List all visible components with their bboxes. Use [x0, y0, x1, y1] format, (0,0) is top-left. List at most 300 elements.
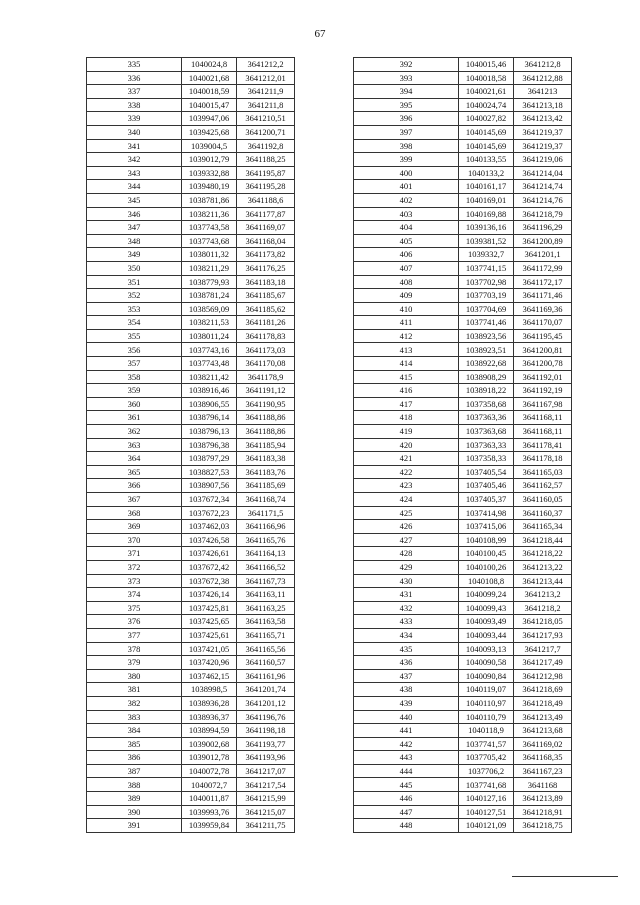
point-number-cell: 398 [354, 139, 459, 153]
y-coordinate-cell: 3641218,79 [514, 207, 572, 221]
point-number-cell: 417 [354, 397, 459, 411]
y-coordinate-cell: 3641217,7 [514, 642, 572, 656]
x-coordinate-cell: 1037426,58 [182, 533, 237, 547]
x-coordinate-cell: 1039332,7 [459, 248, 514, 262]
table-row [354, 737, 572, 751]
x-coordinate-cell: 1037672,42 [182, 560, 237, 574]
x-coordinate-cell: 1040133,55 [459, 153, 514, 167]
x-coordinate-cell: 1038211,53 [182, 316, 237, 330]
table-row [354, 805, 572, 819]
point-number-cell: 375 [87, 601, 182, 615]
x-coordinate-cell: 1040145,69 [459, 139, 514, 153]
y-coordinate-cell: 3641190,95 [237, 397, 295, 411]
point-number-cell: 363 [87, 438, 182, 452]
point-number-cell: 356 [87, 343, 182, 357]
y-coordinate-cell: 3641185,62 [237, 302, 295, 316]
point-number-cell: 424 [354, 493, 459, 507]
y-coordinate-cell: 3641213,2 [514, 588, 572, 602]
table-row [87, 180, 295, 194]
point-number-cell: 415 [354, 370, 459, 384]
table-row [87, 234, 295, 248]
table-row [354, 411, 572, 425]
x-coordinate-cell: 1040093,13 [459, 642, 514, 656]
x-coordinate-cell: 1037363,33 [459, 438, 514, 452]
x-coordinate-cell: 1040015,46 [459, 58, 514, 72]
point-number-cell: 396 [354, 112, 459, 126]
y-coordinate-cell: 3641166,52 [237, 560, 295, 574]
point-number-cell: 409 [354, 289, 459, 303]
x-coordinate-cell: 1040072,7 [182, 778, 237, 792]
table-row [87, 560, 295, 574]
y-coordinate-cell: 3641215,07 [237, 805, 295, 819]
y-coordinate-cell: 3641195,87 [237, 166, 295, 180]
y-coordinate-cell: 3641163,11 [237, 588, 295, 602]
x-coordinate-cell: 1040127,51 [459, 805, 514, 819]
table-row [87, 207, 295, 221]
table-row [87, 724, 295, 738]
point-number-cell: 405 [354, 234, 459, 248]
table-row [354, 683, 572, 697]
x-coordinate-cell: 1040090,58 [459, 656, 514, 670]
x-coordinate-cell: 1040121,09 [459, 819, 514, 833]
x-coordinate-cell: 1037358,33 [459, 452, 514, 466]
y-coordinate-cell: 3641212,98 [514, 669, 572, 683]
x-coordinate-cell: 1039959,84 [182, 819, 237, 833]
y-coordinate-cell: 3641160,57 [237, 656, 295, 670]
table-row [87, 628, 295, 642]
x-coordinate-cell: 1040072,78 [182, 764, 237, 778]
table-row [87, 764, 295, 778]
y-coordinate-cell: 3641218,22 [514, 547, 572, 561]
point-number-cell: 438 [354, 683, 459, 697]
point-number-cell: 382 [87, 696, 182, 710]
point-number-cell: 407 [354, 261, 459, 275]
point-number-cell: 336 [87, 71, 182, 85]
point-number-cell: 367 [87, 493, 182, 507]
y-coordinate-cell: 3641218,69 [514, 683, 572, 697]
x-coordinate-cell: 1038907,56 [182, 479, 237, 493]
point-number-cell: 403 [354, 207, 459, 221]
x-coordinate-cell: 1039332,88 [182, 166, 237, 180]
table-row [354, 180, 572, 194]
point-number-cell: 359 [87, 384, 182, 398]
table-row [87, 98, 295, 112]
y-coordinate-cell: 3641165,34 [514, 520, 572, 534]
table-row [354, 724, 572, 738]
point-number-cell: 350 [87, 261, 182, 275]
y-coordinate-cell: 3641183,76 [237, 465, 295, 479]
y-coordinate-cell: 3641213,18 [514, 98, 572, 112]
point-number-cell: 357 [87, 357, 182, 371]
table-row [354, 574, 572, 588]
table-row [354, 275, 572, 289]
point-number-cell: 400 [354, 166, 459, 180]
table-row [87, 506, 295, 520]
x-coordinate-cell: 1037743,68 [182, 234, 237, 248]
x-coordinate-cell: 1038781,24 [182, 289, 237, 303]
point-number-cell: 423 [354, 479, 459, 493]
table-row [354, 628, 572, 642]
y-coordinate-cell: 3641165,76 [237, 533, 295, 547]
y-coordinate-cell: 3641162,57 [514, 479, 572, 493]
x-coordinate-cell: 1039012,78 [182, 751, 237, 765]
point-number-cell: 413 [354, 343, 459, 357]
table-row [354, 710, 572, 724]
x-coordinate-cell: 1038211,29 [182, 261, 237, 275]
y-coordinate-cell: 3641214,04 [514, 166, 572, 180]
point-number-cell: 430 [354, 574, 459, 588]
x-coordinate-cell: 1039480,19 [182, 180, 237, 194]
table-row [87, 778, 295, 792]
table-row [87, 289, 295, 303]
x-coordinate-cell: 1040024,74 [459, 98, 514, 112]
x-coordinate-cell: 1037426,14 [182, 588, 237, 602]
y-coordinate-cell: 3641188,86 [237, 425, 295, 439]
table-row [87, 153, 295, 167]
point-number-cell: 432 [354, 601, 459, 615]
y-coordinate-cell: 3641185,69 [237, 479, 295, 493]
table-row [354, 207, 572, 221]
y-coordinate-cell: 3641188,86 [237, 411, 295, 425]
x-coordinate-cell: 1040093,44 [459, 628, 514, 642]
point-number-cell: 387 [87, 764, 182, 778]
table-row [354, 125, 572, 139]
x-coordinate-cell: 1037405,54 [459, 465, 514, 479]
point-number-cell: 433 [354, 615, 459, 629]
x-coordinate-cell: 1040100,45 [459, 547, 514, 561]
y-coordinate-cell: 3641212,01 [237, 71, 295, 85]
table-row [354, 234, 572, 248]
table-row [87, 248, 295, 262]
x-coordinate-cell: 1040127,16 [459, 792, 514, 806]
point-number-cell: 422 [354, 465, 459, 479]
x-coordinate-cell: 1039012,79 [182, 153, 237, 167]
y-coordinate-cell: 3641171,46 [514, 289, 572, 303]
point-number-cell: 368 [87, 506, 182, 520]
x-coordinate-cell: 1037705,42 [459, 751, 514, 765]
table-row [354, 71, 572, 85]
point-number-cell: 384 [87, 724, 182, 738]
table-row [87, 411, 295, 425]
coordinates-table-left [86, 57, 295, 833]
x-coordinate-cell: 1040027,82 [459, 112, 514, 126]
table-row [354, 329, 572, 343]
point-number-cell: 360 [87, 397, 182, 411]
y-coordinate-cell: 3641196,29 [514, 221, 572, 235]
point-number-cell: 373 [87, 574, 182, 588]
point-number-cell: 365 [87, 465, 182, 479]
y-coordinate-cell: 3641218,91 [514, 805, 572, 819]
y-coordinate-cell: 3641198,18 [237, 724, 295, 738]
point-number-cell: 351 [87, 275, 182, 289]
y-coordinate-cell: 3641212,88 [514, 71, 572, 85]
point-number-cell: 383 [87, 710, 182, 724]
table-row [354, 615, 572, 629]
table-row [87, 533, 295, 547]
table-row [87, 166, 295, 180]
y-coordinate-cell: 3641183,18 [237, 275, 295, 289]
table-row [354, 751, 572, 765]
table-row [354, 493, 572, 507]
x-coordinate-cell: 1040108,8 [459, 574, 514, 588]
table-row [87, 193, 295, 207]
table-row [354, 506, 572, 520]
table-row [87, 221, 295, 235]
table-row [87, 601, 295, 615]
table-row [354, 153, 572, 167]
y-coordinate-cell: 3641219,06 [514, 153, 572, 167]
point-number-cell: 394 [354, 85, 459, 99]
table-row [87, 642, 295, 656]
y-coordinate-cell: 3641168,35 [514, 751, 572, 765]
table-row [354, 248, 572, 262]
x-coordinate-cell: 1037741,57 [459, 737, 514, 751]
x-coordinate-cell: 1037703,19 [459, 289, 514, 303]
table-row [354, 547, 572, 561]
x-coordinate-cell: 1039947,06 [182, 112, 237, 126]
point-number-cell: 346 [87, 207, 182, 221]
x-coordinate-cell: 1038918,22 [459, 384, 514, 398]
y-coordinate-cell: 3641173,03 [237, 343, 295, 357]
table-row [354, 85, 572, 99]
point-number-cell: 435 [354, 642, 459, 656]
y-coordinate-cell: 3641178,41 [514, 438, 572, 452]
table-row [87, 343, 295, 357]
x-coordinate-cell: 1037741,68 [459, 778, 514, 792]
x-coordinate-cell: 1037702,98 [459, 275, 514, 289]
table-row [354, 370, 572, 384]
point-number-cell: 340 [87, 125, 182, 139]
y-coordinate-cell: 3641167,73 [237, 574, 295, 588]
point-number-cell: 412 [354, 329, 459, 343]
table-row [354, 669, 572, 683]
point-number-cell: 345 [87, 193, 182, 207]
table-row [87, 397, 295, 411]
table-row [87, 261, 295, 275]
y-coordinate-cell: 3641160,37 [514, 506, 572, 520]
x-coordinate-cell: 1039002,68 [182, 737, 237, 751]
table-row [354, 656, 572, 670]
table-row [87, 438, 295, 452]
point-number-cell: 385 [87, 737, 182, 751]
y-coordinate-cell: 3641213,49 [514, 710, 572, 724]
y-coordinate-cell: 3641211,9 [237, 85, 295, 99]
point-number-cell: 411 [354, 316, 459, 330]
point-number-cell: 362 [87, 425, 182, 439]
y-coordinate-cell: 3641163,58 [237, 615, 295, 629]
x-coordinate-cell: 1037743,16 [182, 343, 237, 357]
x-coordinate-cell: 1040024,8 [182, 58, 237, 72]
point-number-cell: 344 [87, 180, 182, 194]
table-row [87, 302, 295, 316]
x-coordinate-cell: 1037462,03 [182, 520, 237, 534]
table-row [87, 574, 295, 588]
x-coordinate-cell: 1040145,69 [459, 125, 514, 139]
table-row [87, 85, 295, 99]
table-row [354, 588, 572, 602]
y-coordinate-cell: 3641213 [514, 85, 572, 99]
point-number-cell: 377 [87, 628, 182, 642]
x-coordinate-cell: 1038781,86 [182, 193, 237, 207]
y-coordinate-cell: 3641168,04 [237, 234, 295, 248]
y-coordinate-cell: 3641200,78 [514, 357, 572, 371]
y-coordinate-cell: 3641214,74 [514, 180, 572, 194]
point-number-cell: 443 [354, 751, 459, 765]
y-coordinate-cell: 3641178,18 [514, 452, 572, 466]
y-coordinate-cell: 3641196,76 [237, 710, 295, 724]
point-number-cell: 378 [87, 642, 182, 656]
x-coordinate-cell: 1040110,97 [459, 696, 514, 710]
point-number-cell: 339 [87, 112, 182, 126]
table-row [87, 819, 295, 833]
table-row [87, 384, 295, 398]
table-row [87, 479, 295, 493]
point-number-cell: 399 [354, 153, 459, 167]
y-coordinate-cell: 3641178,9 [237, 370, 295, 384]
x-coordinate-cell: 1038211,36 [182, 207, 237, 221]
table-row [354, 425, 572, 439]
y-coordinate-cell: 3641172,99 [514, 261, 572, 275]
table-row [354, 289, 572, 303]
y-coordinate-cell: 3641165,03 [514, 465, 572, 479]
table-row [354, 642, 572, 656]
point-number-cell: 369 [87, 520, 182, 534]
x-coordinate-cell: 1038569,09 [182, 302, 237, 316]
x-coordinate-cell: 1040099,24 [459, 588, 514, 602]
y-coordinate-cell: 3641219,37 [514, 139, 572, 153]
x-coordinate-cell: 1038796,38 [182, 438, 237, 452]
x-coordinate-cell: 1040169,01 [459, 193, 514, 207]
point-number-cell: 347 [87, 221, 182, 235]
table-row [87, 547, 295, 561]
x-coordinate-cell: 1037363,36 [459, 411, 514, 425]
point-number-cell: 447 [354, 805, 459, 819]
y-coordinate-cell: 3641168,11 [514, 411, 572, 425]
table-row [87, 425, 295, 439]
x-coordinate-cell: 1037672,23 [182, 506, 237, 520]
y-coordinate-cell: 3641210,51 [237, 112, 295, 126]
point-number-cell: 348 [87, 234, 182, 248]
point-number-cell: 374 [87, 588, 182, 602]
y-coordinate-cell: 3641168 [514, 778, 572, 792]
table-row [354, 98, 572, 112]
y-coordinate-cell: 3641218,05 [514, 615, 572, 629]
point-number-cell: 408 [354, 275, 459, 289]
x-coordinate-cell: 1039993,76 [182, 805, 237, 819]
x-coordinate-cell: 1037425,65 [182, 615, 237, 629]
coordinates-table-right [353, 57, 572, 833]
y-coordinate-cell: 3641167,23 [514, 764, 572, 778]
x-coordinate-cell: 1040093,49 [459, 615, 514, 629]
table-row [87, 112, 295, 126]
y-coordinate-cell: 3641185,94 [237, 438, 295, 452]
point-number-cell: 355 [87, 329, 182, 343]
x-coordinate-cell: 1039381,52 [459, 234, 514, 248]
point-number-cell: 445 [354, 778, 459, 792]
point-number-cell: 418 [354, 411, 459, 425]
x-coordinate-cell: 1039136,16 [459, 221, 514, 235]
y-coordinate-cell: 3641168,11 [514, 425, 572, 439]
point-number-cell: 352 [87, 289, 182, 303]
table-row [354, 261, 572, 275]
x-coordinate-cell: 1038922,68 [459, 357, 514, 371]
x-coordinate-cell: 1038923,56 [459, 329, 514, 343]
x-coordinate-cell: 1037415,06 [459, 520, 514, 534]
x-coordinate-cell: 1040021,61 [459, 85, 514, 99]
x-coordinate-cell: 1037704,69 [459, 302, 514, 316]
y-coordinate-cell: 3641200,89 [514, 234, 572, 248]
y-coordinate-cell: 3641217,49 [514, 656, 572, 670]
y-coordinate-cell: 3641218,44 [514, 533, 572, 547]
point-number-cell: 440 [354, 710, 459, 724]
point-number-cell: 427 [354, 533, 459, 547]
x-coordinate-cell: 1040108,99 [459, 533, 514, 547]
y-coordinate-cell: 3641181,26 [237, 316, 295, 330]
x-coordinate-cell: 1038994,59 [182, 724, 237, 738]
point-number-cell: 442 [354, 737, 459, 751]
y-coordinate-cell: 3641192,19 [514, 384, 572, 398]
y-coordinate-cell: 3641166,96 [237, 520, 295, 534]
point-number-cell: 401 [354, 180, 459, 194]
table-row [87, 275, 295, 289]
y-coordinate-cell: 3641217,07 [237, 764, 295, 778]
point-number-cell: 434 [354, 628, 459, 642]
y-coordinate-cell: 3641171,5 [237, 506, 295, 520]
x-coordinate-cell: 1040133,2 [459, 166, 514, 180]
x-coordinate-cell: 1037672,34 [182, 493, 237, 507]
y-coordinate-cell: 3641193,77 [237, 737, 295, 751]
table-row [354, 560, 572, 574]
table-row [354, 819, 572, 833]
x-coordinate-cell: 1038796,14 [182, 411, 237, 425]
y-coordinate-cell: 3641213,44 [514, 574, 572, 588]
point-number-cell: 389 [87, 792, 182, 806]
y-coordinate-cell: 3641178,83 [237, 329, 295, 343]
y-coordinate-cell: 3641213,89 [514, 792, 572, 806]
table-row [354, 316, 572, 330]
point-number-cell: 420 [354, 438, 459, 452]
table-row [354, 343, 572, 357]
x-coordinate-cell: 1040110,79 [459, 710, 514, 724]
y-coordinate-cell: 3641211,8 [237, 98, 295, 112]
table-row [87, 696, 295, 710]
point-number-cell: 358 [87, 370, 182, 384]
point-number-cell: 441 [354, 724, 459, 738]
x-coordinate-cell: 1038906,55 [182, 397, 237, 411]
x-coordinate-cell: 1040011,87 [182, 792, 237, 806]
table-row [87, 588, 295, 602]
point-number-cell: 414 [354, 357, 459, 371]
table-row [87, 125, 295, 139]
x-coordinate-cell: 1038796,13 [182, 425, 237, 439]
point-number-cell: 343 [87, 166, 182, 180]
table-row [354, 357, 572, 371]
point-number-cell: 425 [354, 506, 459, 520]
y-coordinate-cell: 3641160,05 [514, 493, 572, 507]
point-number-cell: 370 [87, 533, 182, 547]
x-coordinate-cell: 1040018,58 [459, 71, 514, 85]
x-coordinate-cell: 1037421,05 [182, 642, 237, 656]
y-coordinate-cell: 3641192,8 [237, 139, 295, 153]
point-number-cell: 436 [354, 656, 459, 670]
table-row [87, 615, 295, 629]
y-coordinate-cell: 3641201,12 [237, 696, 295, 710]
y-coordinate-cell: 3641218,2 [514, 601, 572, 615]
point-number-cell: 364 [87, 452, 182, 466]
table-row [354, 601, 572, 615]
table-row [87, 357, 295, 371]
x-coordinate-cell: 1038211,42 [182, 370, 237, 384]
